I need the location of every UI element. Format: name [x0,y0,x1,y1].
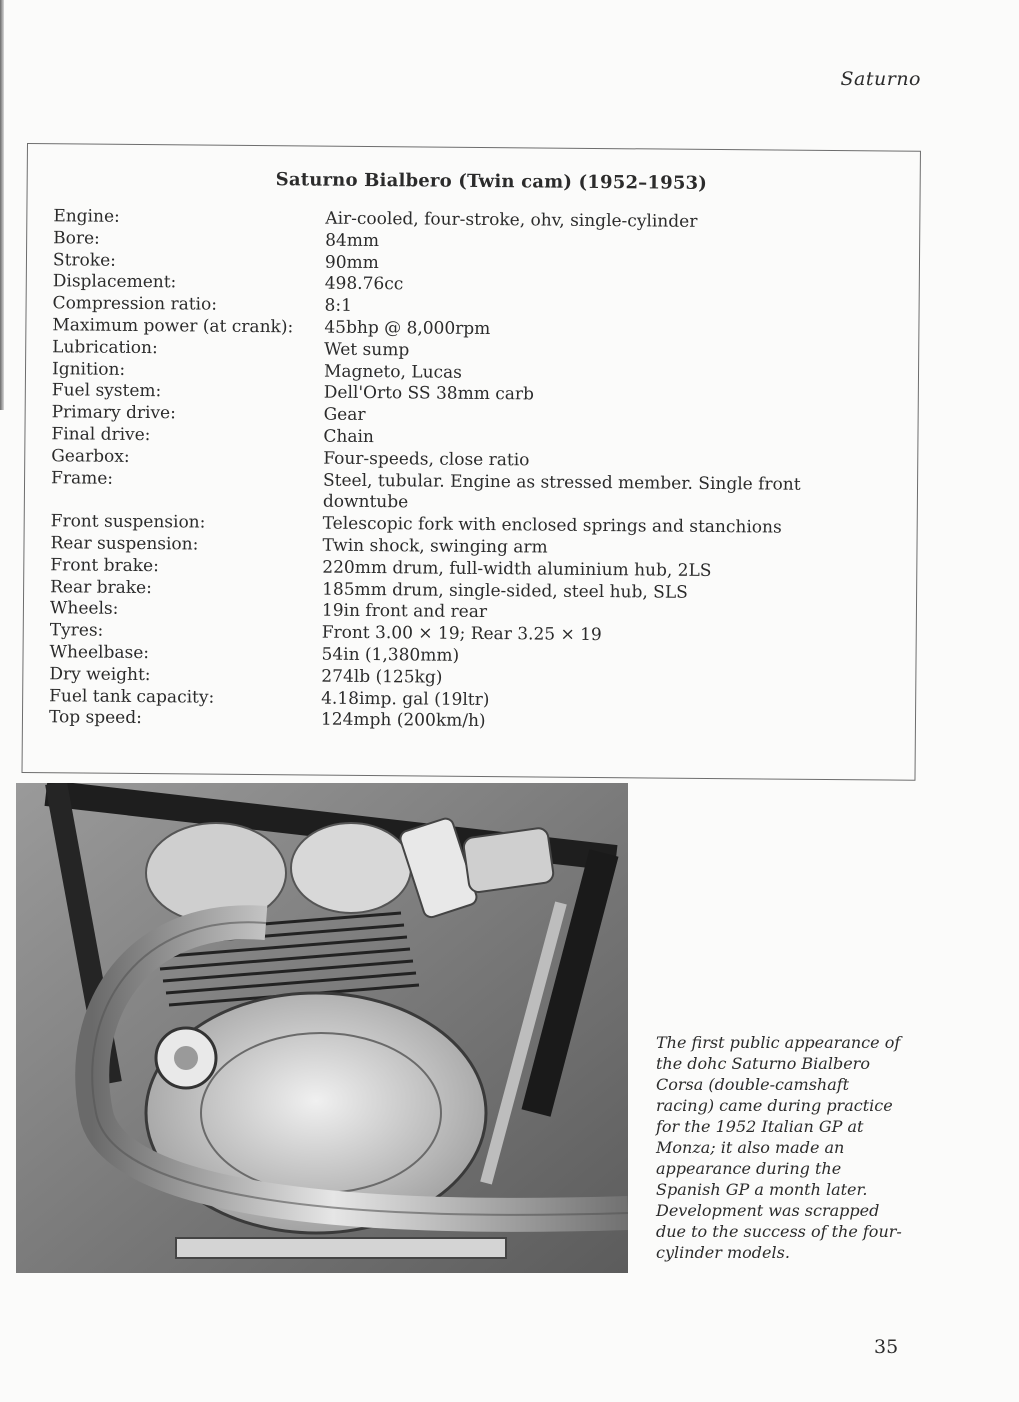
page-binding-edge [0,0,4,410]
spec-label: Rear brake: [50,576,152,598]
spec-value: 19in front and rear [321,600,488,623]
spec-values-column [321,209,886,737]
spec-value: Four-speeds, close ratio [323,448,530,471]
spec-value: Gear [323,404,366,426]
photo-caption: The first public appearance of the dohc Saturno Bialbero Corsa (double-camshaft racing) came during practice for the 1952 Italian GP at Monza; it also made an appearance during the Spanish GP a month later. Development was scrapped due to the success of the four-cylinder models. [656,1033,902,1262]
spec-value: Dell'Orto SS 38mm carb [323,382,535,405]
spec-label: Front brake: [50,554,159,576]
spec-value: 8:1 [324,295,353,317]
spec-value: 274lb (125kg) [321,666,443,688]
spec-value: Steel, tubular. Engine as stressed member. Single front downtube [322,470,801,513]
spec-table [22,143,921,781]
spec-value: 220mm drum, full-width aluminium hub, 2LS [322,557,712,581]
spec-value: Chain [323,426,375,448]
spec-label: Engine: [53,206,120,227]
spec-label: Final drive: [51,424,151,446]
spec-value: Telescopic fork with enclosed springs and stanchions [322,513,782,538]
spec-value: Twin shock, swinging arm [322,535,548,558]
spec-label: Rear suspension: [50,533,199,555]
spec-value: Magneto, Lucas [323,361,463,383]
spec-label: Maximum power (at crank): [52,315,294,338]
spec-label: Top speed: [48,707,142,729]
spec-value: Front 3.00 × 19; Rear 3.25 × 19 [321,622,602,646]
spec-value: 498.76cc [324,273,404,295]
spec-label: Fuel system: [51,380,162,402]
engine-photo-illustration [16,783,628,1273]
spec-value: 90mm [324,252,379,273]
spec-value: 185mm drum, single-sided, steel hub, SLS [322,579,688,603]
spec-label: Displacement: [52,271,177,293]
spec-label: Dry weight: [49,663,151,685]
spec-value: 45bhp @ 8,000rpm [324,317,491,340]
spec-label: Fuel tank capacity: [49,685,215,708]
running-head: Saturno [840,68,921,90]
spec-label: Bore: [53,228,100,249]
spec-table-title: Saturno Bialbero (Twin cam) (1952–1953) [275,169,708,194]
spec-label: Wheelbase: [49,642,150,664]
engine-photo [16,783,628,1273]
spec-value: 124mph (200km/h) [320,709,486,732]
spec-label: Stroke: [52,249,117,271]
spec-label: Frame: [50,467,114,489]
spec-value: 54in (1,380mm) [321,644,460,666]
spec-value: Wet sump [324,339,410,361]
spec-label: Ignition: [51,358,126,380]
spec-label: Lubrication: [52,337,158,358]
spec-label: Wheels: [49,598,119,620]
spec-label: Compression ratio: [52,293,218,315]
spec-value: 4.18imp. gal (19ltr) [321,688,490,710]
spec-label: Tyres: [49,620,104,641]
spec-value: Air-cooled, four-stroke, ohv, single-cylinder [325,208,698,232]
page-number: 35 [874,1336,899,1358]
spec-value: 84mm [325,230,380,251]
spec-label: Primary drive: [51,402,176,424]
spec-label: Front suspension: [50,511,206,533]
spec-labels-column [49,206,294,731]
spec-label: Gearbox: [51,445,130,467]
